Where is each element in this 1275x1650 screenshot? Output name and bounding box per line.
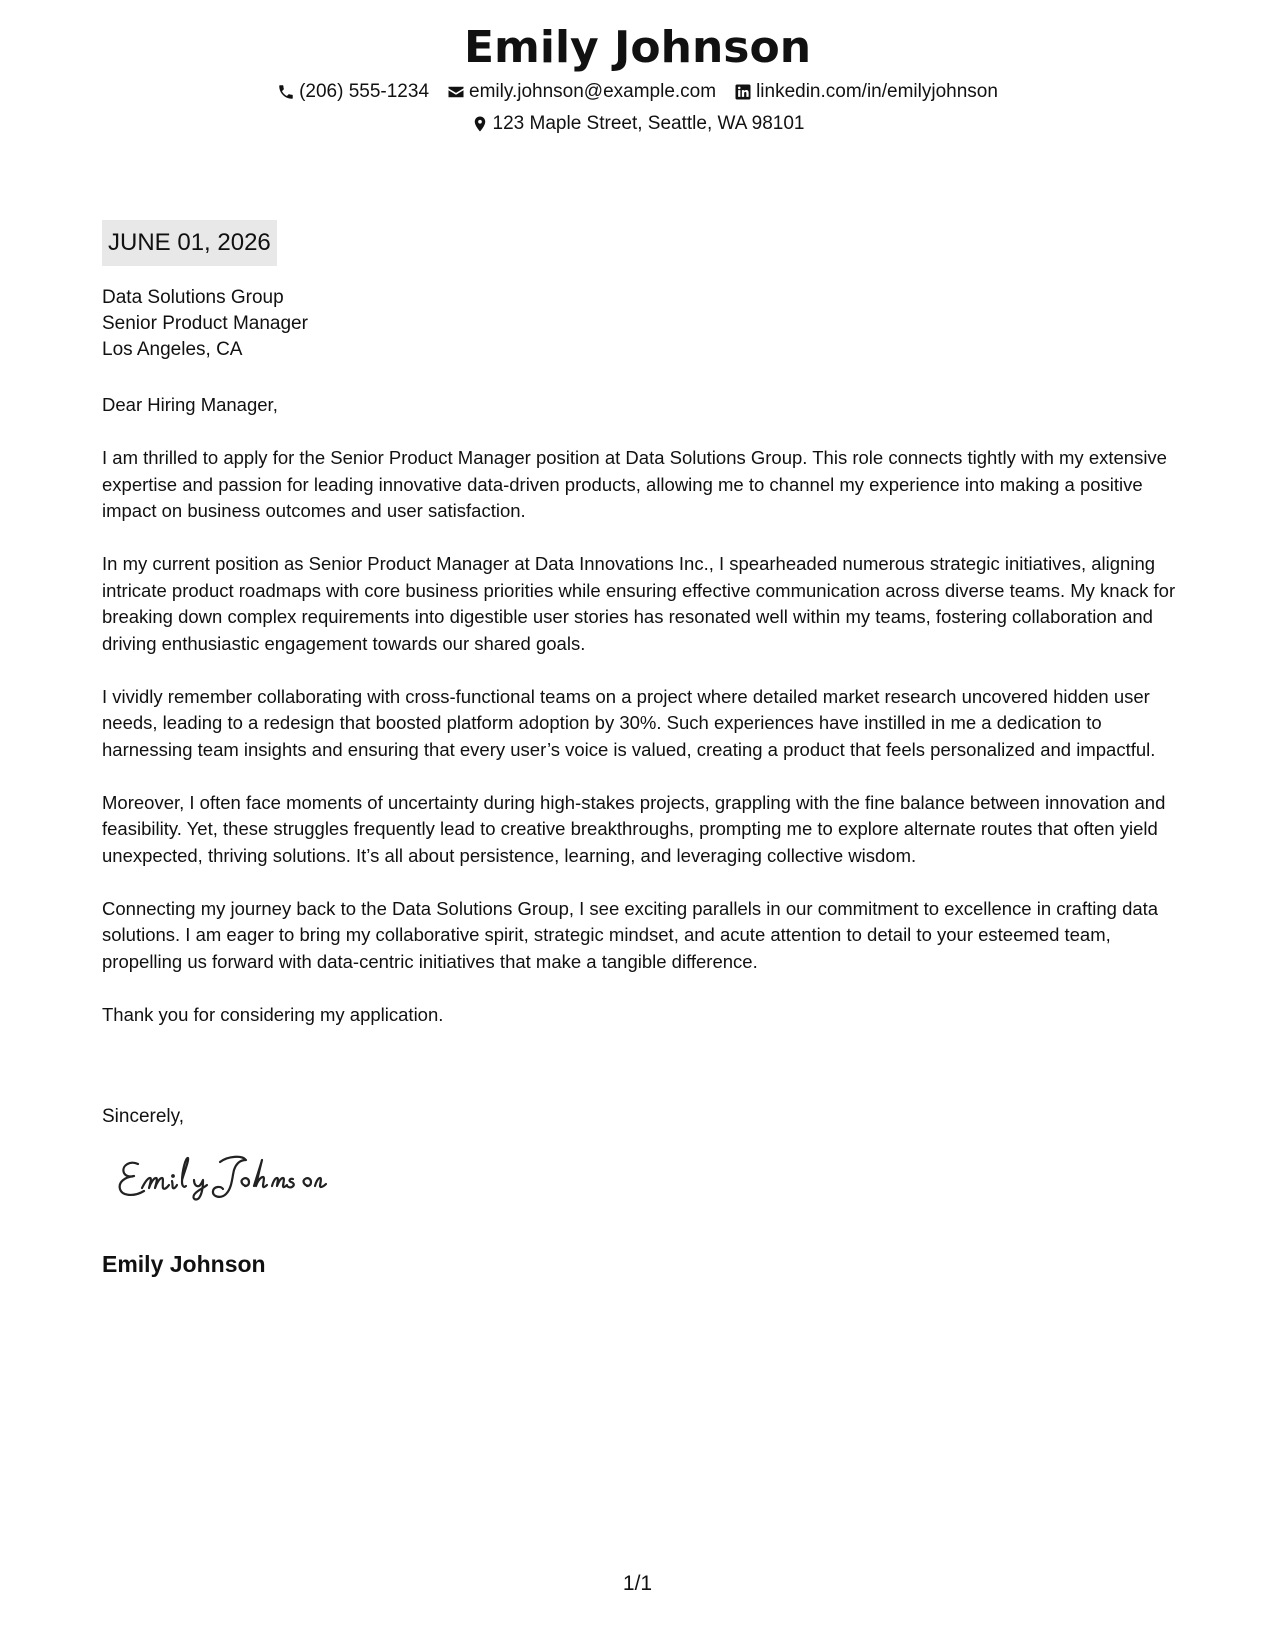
phone-text: (206) 555-1234: [299, 81, 430, 102]
applicant-name: Emily Johnson: [463, 22, 812, 73]
handwritten-signature: [116, 1150, 336, 1210]
recipient-company: Data Solutions Group: [102, 287, 284, 308]
recipient-position: Senior Product Manager: [102, 313, 308, 334]
address-row: [0, 110, 1275, 138]
body-paragraph: Moreover, I often face moments of uncertainty during high-stakes projects, grappling with the fine balance between innovation and feasibility. Yet, these struggles frequently lead to creative breakthroughs, prompting me to explore alternate routes that often yield unexpected, thriving solutions. It’s all about persistence, learning, and leveraging collective wisdom.: [102, 791, 1166, 866]
linkedin-icon: [734, 83, 752, 101]
envelope-icon: [447, 83, 465, 101]
thank-you-line: Thank you for considering my application.: [102, 1003, 444, 1025]
contact-address: [471, 110, 805, 138]
body-paragraph: Connecting my journey back to the Data Solutions Group, I see exciting parallels in our commitment to excellence in crafting data solutions. I am eager to bring my collaborative spirit, strategic mindset, and acute attention to detail to your esteemed team, propelling us forward with data-centric initiatives that make a tangible difference.: [102, 897, 1159, 972]
body-paragraph: I vividly remember collaborating with cross-functional teams on a project where detailed market research uncovered hidden user needs, leading to a redesign that boosted platform adoption by 30%. Such experiences have instilled in me a dedication to harnessing team insights and ensuring that every user’s voice is valued, creating a product that feels personalized and impactful.: [102, 685, 1156, 760]
page-number: 1/1: [622, 1572, 653, 1595]
recipient-block: [102, 285, 308, 363]
letter-header: [0, 20, 1275, 138]
recipient-location: Los Angeles, CA: [102, 339, 243, 360]
contact-row: [0, 78, 1275, 106]
email-link[interactable]: emily.johnson@example.com: [469, 81, 717, 102]
linkedin-link[interactable]: linkedin.com/in/emilyjohnson: [756, 81, 998, 102]
contact-email[interactable]: [447, 78, 716, 106]
body-paragraph: I am thrilled to apply for the Senior Product Manager position at Data Solutions Group. This role connects tightly with my extensive expertise and passion for leading innovative data-driven products, allowing me to channel my experience into making a positive impact on business outcomes and user satisfaction.: [102, 447, 1167, 521]
signed-name: Emily Johnson: [102, 1251, 266, 1277]
letter-body: [102, 392, 1177, 1055]
closing: Sincerely,: [102, 1106, 185, 1127]
contact-phone: [277, 78, 429, 106]
body-paragraph: In my current position as Senior Product Manager at Data Innovations Inc., I spearheaded numerous strategic initiatives, aligning intricate product roadmaps with core business priorities while ensuring effective communication across diverse teams. My knack for breaking down complex requirements into digestible user stories has resonated well within my teams, fostering collaboration and driving enthusiastic engagement towards our shared goals.: [102, 553, 1176, 654]
salutation: Dear Hiring Manager,: [102, 394, 278, 415]
address-text: 123 Maple Street, Seattle, WA 98101: [492, 113, 805, 134]
letter-date: JUNE 01, 2026: [102, 220, 277, 266]
map-pin-icon: [471, 115, 489, 133]
phone-icon: [277, 83, 295, 101]
contact-linkedin[interactable]: [734, 78, 998, 106]
